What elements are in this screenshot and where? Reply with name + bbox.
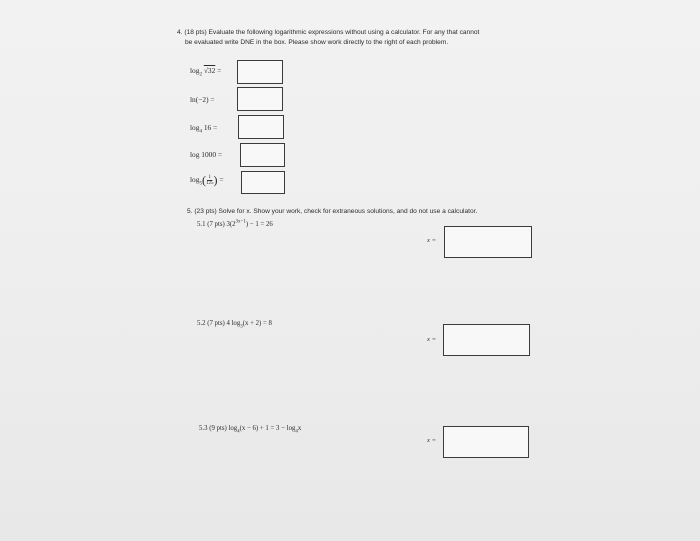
- q4-answer-box-2[interactable]: [237, 87, 283, 111]
- q4-expression-4: log 1000 =: [190, 150, 223, 159]
- q4-instructions-line2: be evaluated write DNE in the box. Please show work directly to the right of each problem.: [185, 39, 449, 46]
- q5-2-problem: 5.2 (7 pts) 4 $\log_3(x + 2) = 8$: [197, 320, 272, 330]
- q5-2-x-label: x =: [427, 336, 437, 343]
- q5-1-problem: 5.1 (7 pts) $3(2^{3x-1}) - 1 = 26$: [197, 219, 273, 228]
- q4-instructions-line1: 4. (18 pts) Evaluate the following logarithmic expressions without using a calculator. For any that cannot: [177, 29, 480, 36]
- q4-expression-3: $\log_4 16$ =: [190, 123, 218, 135]
- q4-expression-2: ln(−2) =: [190, 95, 215, 104]
- q5-3-answer-box[interactable]: [443, 426, 529, 458]
- q4-expression-1: $\log_2 √32$ =: [190, 66, 222, 78]
- q4-answer-box-5[interactable]: [241, 171, 285, 194]
- q5-1-x-label: x =: [427, 237, 437, 244]
- q4-expression-5: $\log_5$( $\frac{1}{125}$ ) =: [190, 173, 224, 187]
- q4-answer-box-1[interactable]: [237, 60, 283, 84]
- q5-instructions: 5. (23 pts) Solve for x. Show your work, check for extraneous solutions, and do not use a calculator.: [187, 208, 478, 215]
- fraction: $\frac{1}{125}$: [205, 174, 214, 186]
- q5-2-answer-box[interactable]: [443, 324, 530, 356]
- q5-1-answer-box[interactable]: [444, 226, 532, 258]
- q4-answer-box-4[interactable]: [240, 143, 285, 167]
- q4-answer-box-3[interactable]: [238, 115, 284, 139]
- q5-3-problem: 5.3 (9 pts) $\log_4(x - 6) + 1 = 3 - \log_4x$: [199, 425, 302, 435]
- q5-3-x-label: x =: [427, 437, 437, 444]
